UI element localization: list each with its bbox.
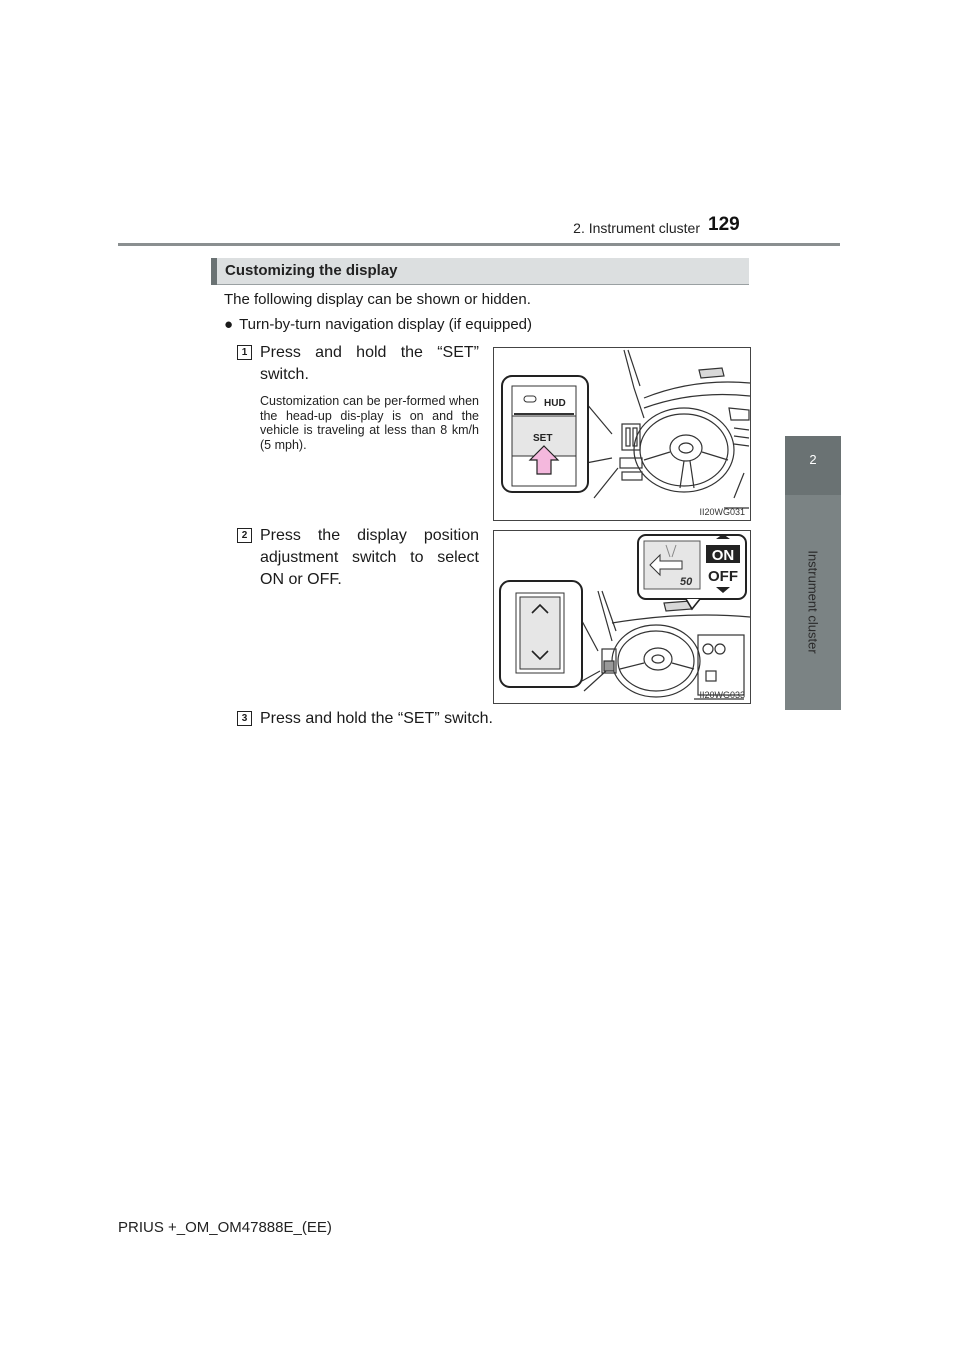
- set-label: SET: [533, 433, 553, 444]
- bullet-icon: ●: [224, 316, 234, 333]
- dashboard-illustration-1: [494, 348, 750, 520]
- step-number-1: 1: [237, 345, 252, 360]
- step-number-3: 3: [237, 711, 252, 726]
- header-section-title: 2. Instrument cluster: [573, 220, 700, 236]
- step-2-text: Press the display position adjustment switch to select ON or OFF.: [260, 527, 479, 588]
- section-heading-accent: [211, 258, 217, 285]
- bullet-text: Turn-by-turn navigation display (if equipped): [239, 316, 532, 333]
- figure-hud-set-switch: [493, 347, 751, 521]
- section-heading-title: Customizing the display: [225, 262, 398, 279]
- step-number-2: 2: [237, 528, 252, 543]
- page-number: 129: [708, 214, 740, 235]
- chapter-tab-label: Instrument cluster: [805, 550, 821, 654]
- intro-text: The following display can be shown or hidden.: [224, 291, 531, 308]
- hud-label: HUD: [544, 398, 566, 409]
- figure-1-code: II20WG031: [699, 507, 745, 517]
- step-1-text: Press and hold the “SET” switch.: [260, 344, 479, 383]
- bullet-item: [224, 316, 532, 333]
- figure-2-code: II20WG033: [699, 690, 745, 700]
- dashboard-illustration-2: [494, 531, 750, 703]
- off-label: OFF: [708, 568, 738, 585]
- footer-document-code: PRIUS +_OM_OM47888E_(EE): [118, 1219, 332, 1236]
- step-1-note: Customization can be per-formed when the head-up dis-play is on and the vehicle is traveling at less than 8 km/h (5 mph).: [260, 394, 479, 452]
- chapter-tab-number: 2: [809, 452, 817, 467]
- section-heading: [211, 258, 749, 285]
- on-label: ON: [711, 547, 735, 564]
- figure-position-adjustment-switch: [493, 530, 751, 704]
- step-3-text: Press and hold the “SET” switch.: [260, 710, 493, 727]
- header-divider: [118, 243, 840, 246]
- speed-value: 50: [680, 576, 693, 588]
